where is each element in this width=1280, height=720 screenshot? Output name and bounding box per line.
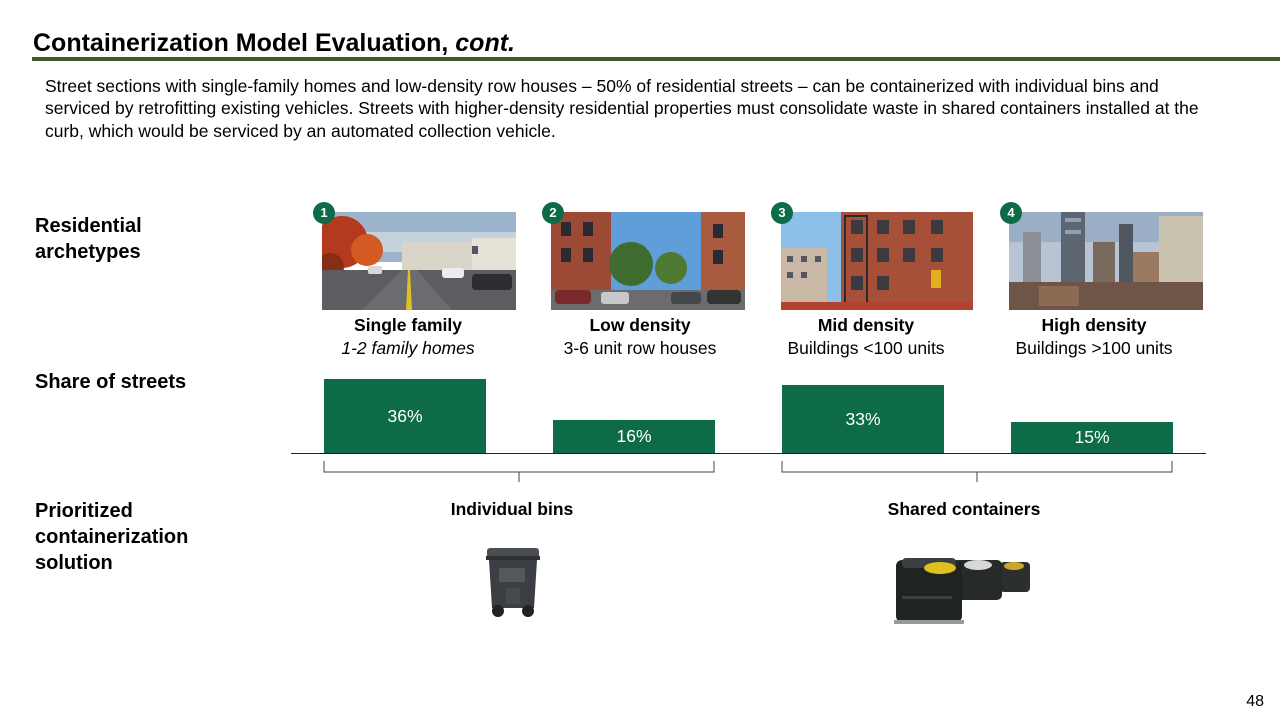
intro-paragraph: Street sections with single-family homes and low-density row houses – 50% of residential streets – can be containerized with individual bins and serviced by retrofitting existing vehicles. Streets with higher-density residential properties must consolidate waste in shared containers installed at the curb, which would be serviced by an automated collection vehicle.: [45, 76, 1199, 141]
photo-mid-density: [781, 212, 973, 310]
title-main: Containerization Model Evaluation,: [33, 29, 449, 57]
archetype-badge-2: 2: [542, 202, 564, 224]
bar-data-label: 33%: [845, 408, 881, 429]
row-label-archetypes-line2: archetypes: [35, 241, 141, 263]
archetype-badge-3: 3: [771, 202, 793, 224]
archetype-name: Mid density: [817, 315, 915, 335]
archetype-subtitle: 1-2 family homes: [341, 338, 475, 358]
page-title: [33, 29, 515, 58]
row-label-archetypes-line1: Residential: [35, 215, 142, 237]
chart-bar-high-density: [1011, 422, 1173, 453]
archetype-name: Single family: [354, 315, 462, 335]
page-number: 48: [1246, 693, 1264, 710]
title-rule: [32, 57, 1280, 61]
row-label-solution-line3: solution: [35, 552, 113, 574]
chart-baseline: [291, 453, 1206, 454]
bar-data-label: 15%: [1074, 427, 1110, 447]
row-label-solution-line1: Prioritized: [35, 500, 133, 522]
photo-low-density: [551, 212, 745, 310]
row-label-share: Share of streets: [35, 371, 187, 393]
title-cont: cont.: [455, 29, 515, 57]
shared-containers-icon: [892, 556, 1034, 628]
brace-shared: [781, 460, 1174, 486]
archetype-subtitle: Buildings <100 units: [787, 338, 945, 358]
chart-bar-single-family: [324, 379, 486, 453]
bar-data-label: 16%: [616, 426, 652, 446]
brace-individual: [323, 460, 716, 486]
archetype-name: High density: [1041, 315, 1147, 335]
bar-data-label: 36%: [387, 405, 423, 426]
photo-single-family: [322, 212, 516, 310]
chart-bar-mid-density: [782, 385, 944, 453]
archetype-badge-4: 4: [1000, 202, 1022, 224]
archetype-name: Low density: [589, 315, 691, 335]
photo-high-density: [1009, 212, 1203, 310]
chart-bar-low-density: [553, 420, 715, 453]
row-label-archetypes: [35, 213, 142, 265]
archetype-subtitle: Buildings >100 units: [1015, 338, 1173, 358]
row-label-solution: [35, 498, 188, 576]
wheelie-bin-icon: [484, 546, 542, 618]
archetype-subtitle: 3-6 unit row houses: [563, 338, 717, 358]
archetype-badge-1: 1: [313, 202, 335, 224]
group-label-individual: Individual bins: [450, 499, 574, 519]
group-label-shared: Shared containers: [887, 499, 1041, 519]
row-label-solution-line2: containerization: [35, 526, 189, 548]
